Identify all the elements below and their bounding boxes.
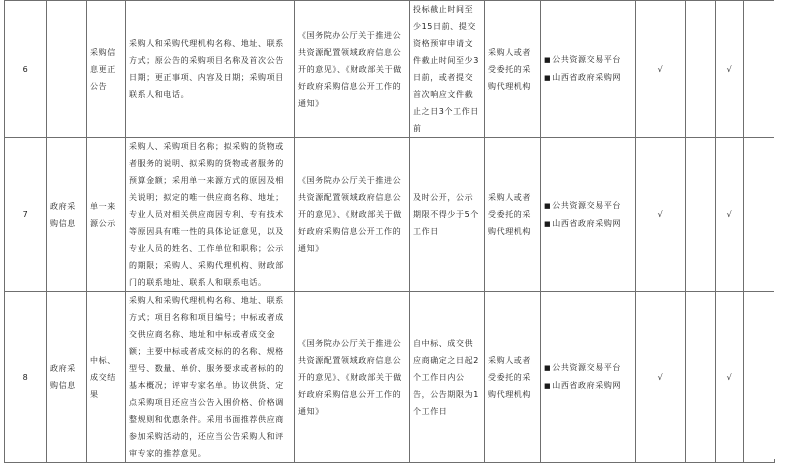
platform-entry: ■公共资源交易平台 <box>544 55 622 64</box>
row-subject: 采购人或者受委托的采购代理机构 <box>485 138 541 292</box>
row-time-limit: 投标截止时间至少15日前、提交资格预审申请文件截止时间至少3日前，或者提交首次响应文件截止之日3个工作日前 <box>410 1 485 138</box>
checkmark-cell <box>686 1 716 138</box>
row-item: 单一来源公示 <box>87 138 126 292</box>
checkmark-cell <box>744 138 775 292</box>
checkmark-cell: √ <box>716 1 744 138</box>
page-right-margin <box>774 0 800 459</box>
row-item: 中标、成交结果 <box>87 292 126 463</box>
row-number: 8 <box>5 292 47 463</box>
platform-entry: ■公共资源交易平台 <box>544 363 622 372</box>
square-bullet-icon: ■ <box>544 201 552 210</box>
checkmark-cell: √ <box>636 138 686 292</box>
row-basis: 《国务院办公厅关于推进公共资源配置领域政府信息公开的意见》、《财政部关于做好政府采购信息公开工作的通知》 <box>295 138 410 292</box>
checkmark-cell: √ <box>636 292 686 463</box>
checkmark-cell: √ <box>716 138 744 292</box>
row-number: 6 <box>5 1 47 138</box>
square-bullet-icon: ■ <box>544 74 552 82</box>
square-bullet-icon: ■ <box>544 56 552 64</box>
square-bullet-icon: ■ <box>544 364 552 372</box>
row-category <box>47 1 87 138</box>
table-row <box>5 292 775 463</box>
table-row <box>5 1 775 138</box>
disclosure-table <box>4 0 775 463</box>
platform-entry: ■山西省政府采购网 <box>544 73 622 82</box>
checkmark-cell <box>744 1 775 138</box>
square-bullet-icon: ■ <box>544 382 552 390</box>
row-time-limit: 自中标、成交供应商确定之日起2个工作日内公告，公告期限为1个工作日 <box>410 292 485 463</box>
row-item: 采购信息更正公告 <box>87 1 126 138</box>
row-subject: 采购人或者受委托的采购代理机构 <box>485 292 541 463</box>
row-time-limit: 及时公开，公示期限不得少于5个工作日 <box>410 138 485 292</box>
checkmark-cell <box>686 138 716 292</box>
table-row <box>5 138 775 292</box>
square-bullet-icon: ■ <box>544 219 552 228</box>
row-basis: 《国务院办公厅关于推进公共资源配置领域政府信息公开的意见》、《财政部关于做好政府采购信息公开工作的通知》 <box>295 292 410 463</box>
checkmark-cell <box>744 292 775 463</box>
row-platforms <box>541 138 636 292</box>
row-content: 采购人、采购项目名称；拟采购的货物或者服务的说明、拟采购的货物或者服务的预算金额；采用单一来源方式的原因及相关说明；拟定的唯一供应商名称、地址；专业人员对相关供应商因专利、专有技术等原因具有唯一性的具体论证意见，以及专业人员的姓名、工作单位和职称；公示的期限；采购人、采购代理机构、财政部门的联系地址、联系人和联系电话。 <box>126 138 295 292</box>
row-category: 政府采购信息 <box>47 292 87 463</box>
row-basis: 《国务院办公厅关于推进公共资源配置领域政府信息公开的意见》、《财政部关于做好政府采购信息公开工作的通知》 <box>295 1 410 138</box>
checkmark-cell: √ <box>636 1 686 138</box>
checkmark-cell <box>686 292 716 463</box>
row-subject: 采购人或者受委托的采购代理机构 <box>485 1 541 138</box>
row-number: 7 <box>5 138 47 292</box>
platform-entry: ■山西省政府采购网 <box>544 381 622 390</box>
row-content: 采购人和采购代理机构名称、地址、联系方式；项目名称和项目编号；中标或者成交供应商名称、地址和中标或者成交金额；主要中标或者成交标的的名称、规格型号、数量、单价、服务要求或者标的的基本概况；评审专家名单。协议供货、定点采购项目还应当公告入围价格、价格调整规则和优惠条件。采用书面推荐供应商参加采购活动的，还应当公告采购人和评审专家的推荐意见。 <box>126 292 295 463</box>
platform-entry: ■公共资源交易平台 <box>544 200 622 210</box>
row-platforms <box>541 292 636 463</box>
checkmark-cell: √ <box>716 292 744 463</box>
row-content: 采购人和采购代理机构名称、地址、联系方式；原公告的采购项目名称及首次公告日期；更正事项、内容及日期；采购项目联系人和电话。 <box>126 1 295 138</box>
row-platforms <box>541 1 636 138</box>
platform-entry: ■山西省政府采购网 <box>544 218 622 228</box>
row-category: 政府采购信息 <box>47 138 87 292</box>
